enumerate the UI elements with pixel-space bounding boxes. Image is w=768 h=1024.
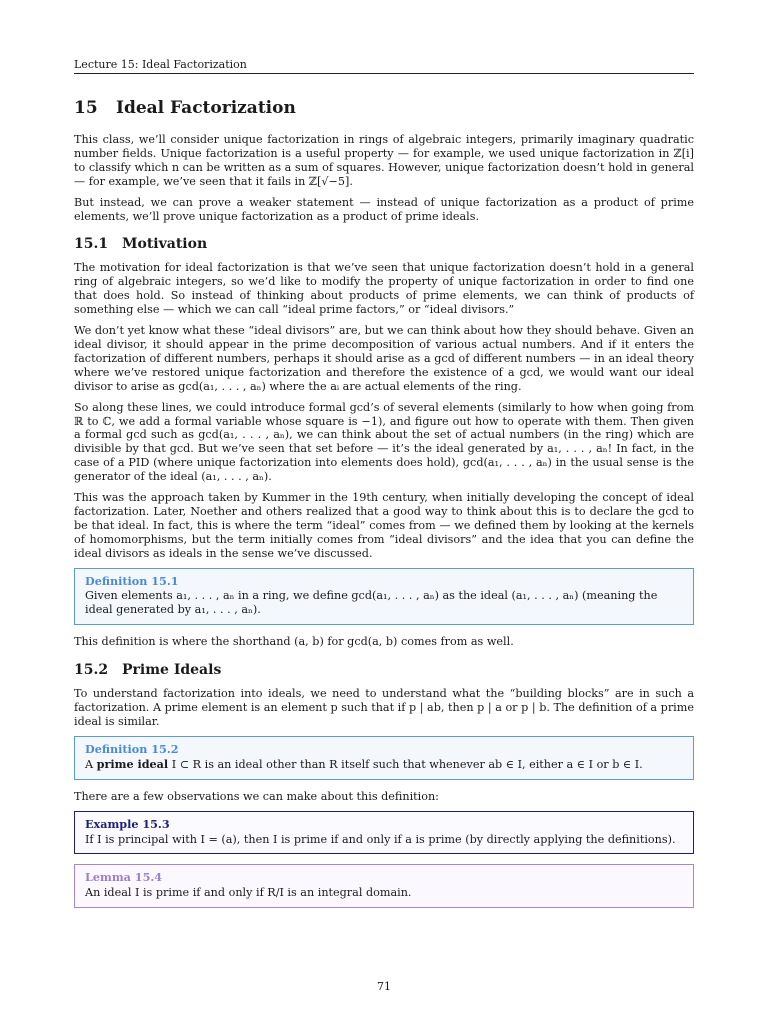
lemma-box-15-4 [74, 864, 694, 908]
intro-paragraph-1: This class, we’ll consider unique factorization in rings of algebraic integers, primarily imaginary quadratic number fields. Unique factorization is a useful property — for example, we used unique factorization in ℤ[i] to classify which n can be written as a sum of squares. However, unique factorization doesn’t hold in general — for example, we’ve seen that it fails in ℤ[√−5]. [74, 133, 694, 188]
definition-title: Definition 15.2 [85, 741, 179, 756]
motivation-paragraph-4: This was the approach taken by Kummer in the 19th century, when initially developing the concept of ideal factorization. Later, Noether and others realized that a good way to think about this is to declare the gcd to be that ideal. In fact, this is where the term “ideal” comes from — we defined them by looking at the kernels of homomorphisms, but the term initially comes from “ideal divisors” and the idea that you can define the ideal divisors as ideals in the sense we’ve discussed. [74, 491, 694, 560]
motivation-paragraph-2: We don’t yet know what these “ideal divisors” are, but we can think about how they should behave. Given an ideal divisor, it should appear in the prime decomposition of various actual numbers. And if it enters the factorization of different numbers, perhaps it should arise as a gcd of different numbers — in an ideal theory where we’ve restored unique factorization and therefore the existence of a gcd, we would want our ideal divisor to arise as gcd(a₁, . . . , aₙ) where the aᵢ are actual elements of the ring. [74, 324, 694, 393]
subsection-heading-motivation [74, 235, 694, 253]
section-title: Ideal Factorization [116, 98, 296, 118]
definition-text-before: A [85, 757, 94, 771]
prime-intro-paragraph: To understand factorization into ideals, we need to understand what the “building blocks” are in such a factorization. A prime element is an element p such that if p | ab, then p | a or p | b. The definition of a prime ideal is similar. [74, 687, 694, 728]
after-definition-paragraph: This definition is where the shorthand (a, b) for gcd(a, b) comes from as well. [74, 635, 514, 649]
motivation-paragraph-3: So along these lines, we could introduce formal gcd’s of several elements (similarly to how when going from ℝ to ℂ, we add a formal variable whose square is −1), and figure out how to operate with them. Then given a formal gcd such as gcd(a₁, . . . , aₙ), we can think about the set of actual numbers (in the ring) which are divisible by that gcd. But we’ve seen that set before — it’s the ideal generated by a₁, . . . , aₙ! In fact, in the case of a PID (where unique factorization into elements does hold), gcd(a₁, . . . , aₙ) in the usual sense is the generator of the ideal (a₁, . . . , aₙ). [74, 400, 694, 484]
example-box-15-3 [74, 811, 694, 855]
example-title: Example 15.3 [85, 816, 170, 831]
definition-text [85, 758, 683, 772]
subsection-title: Prime Ideals [122, 662, 222, 679]
definition-box-15-2 [74, 736, 694, 780]
definition-text: Given elements a₁, . . . , aₙ in a ring, we define gcd(a₁, . . . , aₙ) as the ideal (a₁, . . . , aₙ) (meaning the ideal generated by a₁, . . . , aₙ). [85, 589, 658, 617]
definition-text-after: I ⊂ R is an ideal other than R itself such that whenever ab ∈ I, either a ∈ I or b ∈ I. [171, 757, 643, 771]
page-body [74, 97, 694, 918]
definition-box-15-1 [74, 568, 694, 626]
lemma-title: Lemma 15.4 [85, 870, 163, 885]
running-header: Lecture 15: Ideal Factorization [74, 58, 694, 74]
definition-term: prime ideal [96, 756, 169, 771]
section-number: 15 [74, 98, 98, 118]
lemma-text: An ideal I is prime if and only if R/I is an integral domain. [85, 886, 412, 900]
example-text: If I is principal with I = (a), then I is prime if and only if a is prime (by directly applying the definitions). [85, 832, 676, 846]
page-number: 71 [377, 980, 391, 993]
subsection-title: Motivation [122, 236, 208, 253]
definition-title: Definition 15.1 [85, 573, 179, 588]
section-heading [74, 97, 694, 119]
subsection-heading-prime-ideals [74, 661, 694, 679]
subsection-number: 15.2 [74, 662, 109, 679]
intro-paragraph-2: But instead, we can prove a weaker statement — instead of unique factorization as a product of prime elements, we’ll prove unique factorization as a product of prime ideals. [74, 195, 694, 223]
observations-paragraph: There are a few observations we can make about this definition: [74, 789, 439, 803]
motivation-paragraph-1: The motivation for ideal factorization is that we’ve seen that unique factorization doesn’t hold in a general ring of algebraic integers, so we’d like to modify the property of unique factorization in order to find one that does hold. So instead of thinking about products of prime elements, we can think of products of something else — which we can call “ideal prime factors,” or “ideal divisors.” [74, 261, 694, 317]
subsection-number: 15.1 [74, 236, 109, 253]
